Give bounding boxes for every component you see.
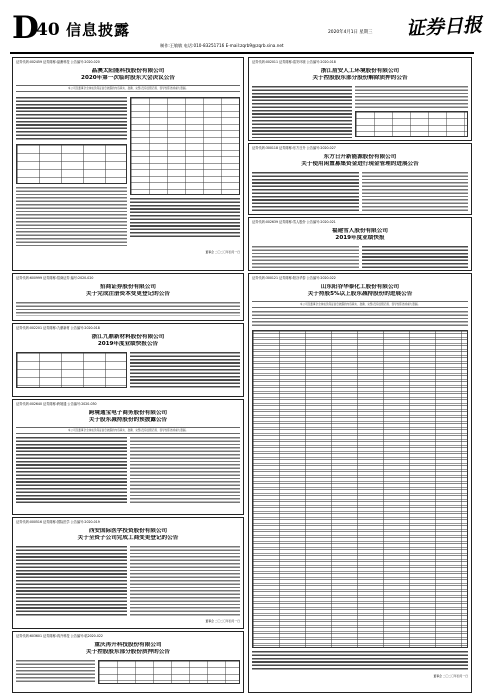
notice-body-text xyxy=(130,546,241,616)
notice-3 xyxy=(12,323,244,397)
notice-body-text xyxy=(362,172,469,212)
section-letter: D xyxy=(12,10,38,46)
notice-body-text xyxy=(362,246,469,268)
notice-1 xyxy=(12,57,244,271)
board-statement: 本公司及董事会全体成员保证信息披露的内容真实、准确、完整,没有虚假记载、误导性陈述或重大遗漏。 xyxy=(16,427,240,434)
notice-7 xyxy=(248,57,472,141)
board-statement: 本公司及董事会全体成员保证信息披露的内容真实、准确、完整,没有虚假记载、误导性陈述或重大遗漏。 xyxy=(252,301,468,308)
notice-body-text xyxy=(16,437,127,503)
notice-title-line-2: 关于全资子公司完成工商变更登记的公告 xyxy=(77,535,179,542)
header-divider xyxy=(10,52,474,54)
section-title: 信息披露 xyxy=(66,21,131,39)
notice-title: 福建雪人股份有限公司 xyxy=(332,228,388,234)
notice-4 xyxy=(12,399,244,515)
notice-6 xyxy=(12,631,244,693)
notice-code: 证券代码:000516 证券简称:国际医学 公告编号:2020-019 xyxy=(16,520,100,524)
notice-title-line-2: 关于股东减持股份的预披露公告 xyxy=(88,417,168,424)
notice-body-text xyxy=(252,651,468,671)
notice-title-line-2: 关于控股股东部分股份解除质押的公告 xyxy=(312,75,408,82)
notice-code: 证券代码:600999 证券简称:招商证券 编号:2020-020 xyxy=(16,276,94,280)
notice-code: 证券代码:002459 证券简称:晶澳科技 公告编号:2020-020 xyxy=(16,60,100,64)
notice-signature: 董事会 二〇二〇年四月一日 xyxy=(205,250,240,255)
notice-body-text xyxy=(16,97,127,141)
notice-title-line-2: 2019年度业绩快报公告 xyxy=(97,341,159,348)
notice-title-line-2: 关于使用闲置募集资金进行现金管理的进展公告 xyxy=(301,161,419,168)
notice-8 xyxy=(248,143,472,215)
notice-code: 证券代码:002640 证券简称:跨境通 公告编号:2020-030 xyxy=(16,402,97,406)
notice-code: 证券代码:300121 证券简称:阳谷华泰 公告编号:2020-022 xyxy=(252,276,336,280)
notice-title: 浙江九鼎新材料股份有限公司 xyxy=(91,334,165,340)
notice-title: 西安国际医学投资股份有限公司 xyxy=(88,528,168,534)
editor-contact: 制作:王敏敏 电话:010-83251716 E-mail:zqrb9@zqrb.sina.net xyxy=(160,43,284,48)
reduction-detail-table xyxy=(252,330,468,648)
voting-table xyxy=(16,144,127,184)
voting-table xyxy=(130,97,241,195)
newspaper-masthead: 证券日报 xyxy=(405,14,483,40)
notice-body-text xyxy=(130,437,241,503)
notice-title-line-2: 关于完成注册资本变更登记的公告 xyxy=(86,291,170,298)
notice-body-text xyxy=(252,311,468,327)
notice-signature: 董事会 二〇二〇年四月一日 xyxy=(433,674,468,679)
notice-title: 山东阳谷华泰化工股份有限公司 xyxy=(320,284,400,290)
notice-9 xyxy=(248,217,472,271)
notice-body-text xyxy=(252,172,359,212)
notice-body-text xyxy=(252,86,352,138)
notice-title: 东方日升新能源股份有限公司 xyxy=(323,154,397,160)
notice-body-text xyxy=(16,546,127,616)
page-number: 40 xyxy=(36,20,60,40)
notice-5 xyxy=(12,517,244,629)
notice-title-line-2: 2020年第一次临时股东大会决议公告 xyxy=(81,75,175,82)
issue-date: 2020年4月1日 星期三 xyxy=(328,30,373,35)
board-statement: 本公司及董事会全体成员保证信息披露的内容真实、准确、完整,没有虚假记载、误导性陈述或重大遗漏。 xyxy=(16,85,240,92)
notice-body-text xyxy=(16,187,127,247)
notice-code: 证券代码:002201 证券简称:九鼎新材 公告编号:2020-018 xyxy=(16,326,100,330)
notice-code: 证券代码:002639 证券简称:雪人股份 公告编号:2020-021 xyxy=(252,220,336,224)
notice-body-text xyxy=(252,246,359,268)
notice-signature: 董事会 二〇二〇年四月一日 xyxy=(205,618,240,623)
notice-title-line-2: 2019年度业绩快报 xyxy=(335,235,385,242)
notice-title: 重庆再升科技股份有限公司 xyxy=(94,642,162,648)
notice-body-text xyxy=(130,352,240,388)
notice-title: 跨境通宝电子商务股份有限公司 xyxy=(88,410,168,416)
notice-title: 晶澳太阳能科技股份有限公司 xyxy=(91,68,165,74)
notice-body-text xyxy=(355,86,468,108)
notice-title-line-2: 关于持股5%以上股东减持股份的进展公告 xyxy=(307,291,413,298)
notice-code: 证券代码:300118 证券简称:东方日升 公告编号:2020-027 xyxy=(252,146,336,150)
pledge-table xyxy=(355,111,468,137)
notice-body-text xyxy=(16,302,240,316)
notice-title: 浙江盾安人工环境股份有限公司 xyxy=(320,68,400,74)
notice-code: 证券代码:603601 证券简称:再升科技 公告编号:临2020-022 xyxy=(16,634,103,638)
notice-title: 招商证券股份有限公司 xyxy=(100,284,156,290)
notice-body-text xyxy=(130,198,241,238)
notice-body-text xyxy=(16,660,95,684)
pledge-table xyxy=(98,660,240,684)
notice-code: 证券代码:002011 证券简称:盾安环境 公告编号:2020-018 xyxy=(252,60,336,64)
notice-2 xyxy=(12,273,244,321)
financial-table xyxy=(16,352,127,388)
notice-10 xyxy=(248,273,472,693)
page-header xyxy=(10,8,483,52)
notice-title-line-2: 关于控股股东部分股份质押的公告 xyxy=(86,649,170,656)
